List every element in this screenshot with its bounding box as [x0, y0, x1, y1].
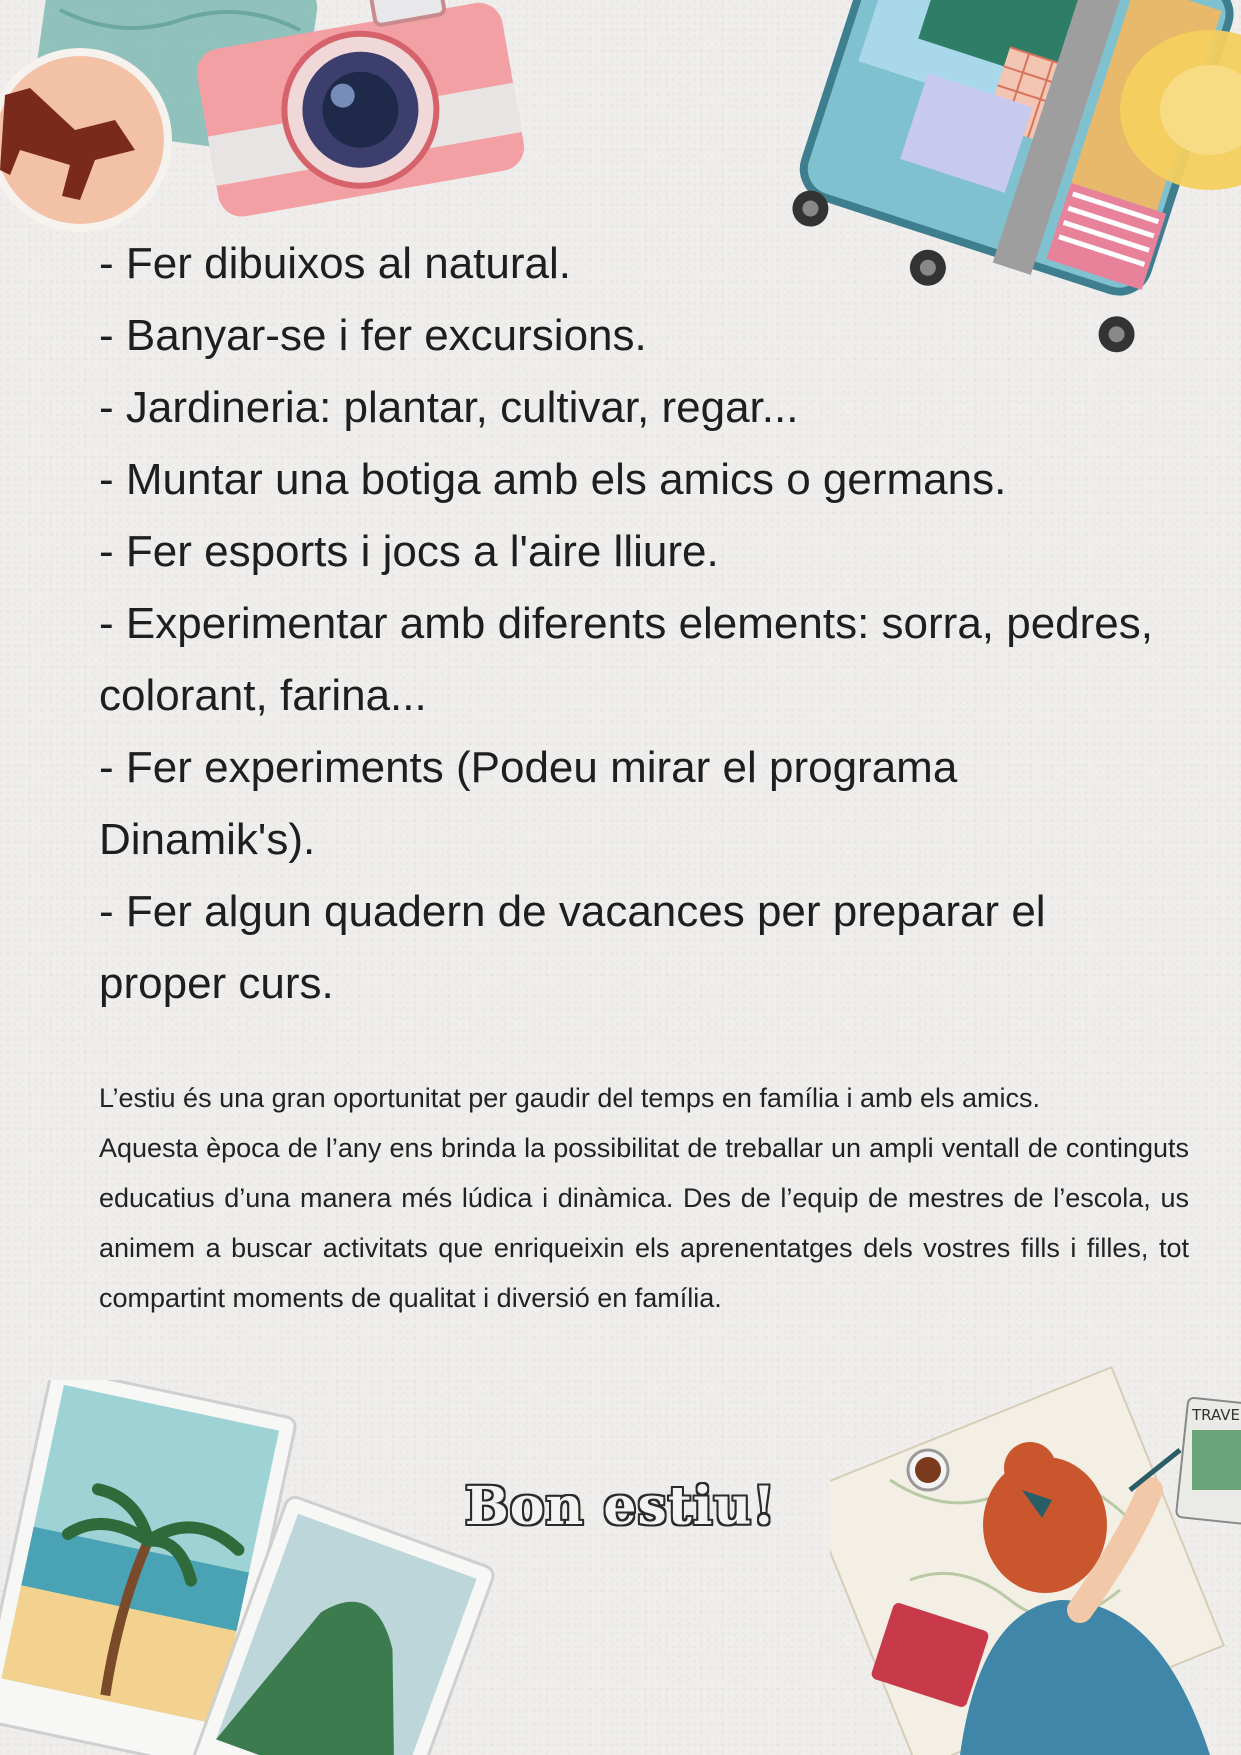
activities-list	[99, 228, 1179, 1020]
beach-photos-illustration	[0, 1380, 500, 1755]
top-left-travel-illustration	[0, 0, 540, 260]
intro-text	[99, 1073, 1189, 1323]
paragraph: Aquesta època de l’any ens brinda la possibilitat de treballar un ampli ventall de continguts educatius d’una manera més lúdica i dinàmica. Des de l’equip de mestres de l’escola, us animem a buscar activitats que enriqueixin els aprenentatges dels vostres fills i filles, tot compartint moments de qualitat i diversió en família.	[99, 1133, 1189, 1313]
activity-item: - Fer esports i jocs a l'aire lliure.	[99, 527, 719, 576]
girl-with-map-illustration	[830, 1360, 1241, 1755]
closing-greeting: Bon estiu!	[464, 1476, 777, 1537]
activity-item: - Fer dibuixos al natural.	[99, 239, 571, 288]
activity-item: - Banyar-se i fer excursions.	[99, 311, 647, 360]
activity-item: - Fer experiments (Podeu mirar el programa Dinamik's).	[99, 743, 958, 864]
activity-item: - Jardineria: plantar, cultivar, regar...	[99, 383, 799, 432]
paragraph: L’estiu és una gran oportunitat per gaudir del temps en família i amb els amics.	[99, 1083, 1041, 1113]
activity-item: - Muntar una botiga amb els amics o germans.	[99, 455, 1007, 504]
activity-item: - Fer algun quadern de vacances per preparar el proper curs.	[99, 887, 1046, 1008]
activity-item: - Experimentar amb diferents elements: sorra, pedres, colorant, farina...	[99, 599, 1154, 720]
travel-sign-text: TRAVE	[1192, 1406, 1241, 1424]
